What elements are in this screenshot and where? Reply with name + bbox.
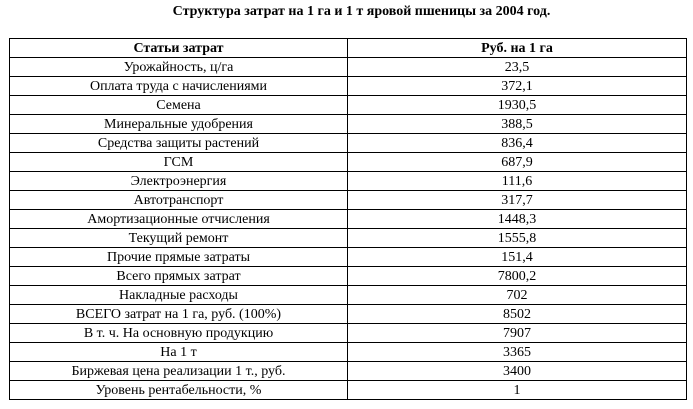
cost-item-cell: Электроэнергия [10,172,348,191]
value-cell: 1555,8 [348,229,687,248]
cost-item-cell: Оплата труда с начислениями [10,77,348,96]
table-row [10,134,687,153]
cost-structure-table [9,38,687,400]
value-cell: 687,9 [348,153,687,172]
column-header-cost-item: Статьи затрат [10,39,348,58]
cost-item-cell: Уровень рентабельности, % [10,381,348,400]
value-cell: 1 [348,381,687,400]
cost-item-cell: На 1 т [10,343,348,362]
table-row [10,229,687,248]
cost-item-cell: Средства защиты растений [10,134,348,153]
value-cell: 23,5 [348,58,687,77]
cost-item-cell: Накладные расходы [10,286,348,305]
cost-item-cell: Текущий ремонт [10,229,348,248]
value-cell: 7907 [348,324,687,343]
document-title: Структура затрат на 1 га и 1 т яровой пшеницы за 2004 год. [172,4,551,19]
cost-item-cell: Всего прямых затрат [10,267,348,286]
table-row [10,267,687,286]
cost-item-cell: Минеральные удобрения [10,115,348,134]
table-row [10,286,687,305]
cost-item-cell: Биржевая цена реализации 1 т., руб. [10,362,348,381]
value-cell: 3365 [348,343,687,362]
table-row [10,343,687,362]
table-header-row [10,39,687,58]
table-row [10,324,687,343]
value-cell: 1930,5 [348,96,687,115]
table-row [10,96,687,115]
value-cell: 1448,3 [348,210,687,229]
cost-item-cell: ГСМ [10,153,348,172]
value-cell: 388,5 [348,115,687,134]
cost-item-cell: Автотранспорт [10,191,348,210]
cost-item-cell: Амортизационные отчисления [10,210,348,229]
cost-item-cell: Семена [10,96,348,115]
value-cell: 3400 [348,362,687,381]
table-row [10,191,687,210]
cost-item-cell: Урожайность, ц/га [10,58,348,77]
value-cell: 317,7 [348,191,687,210]
table-row [10,115,687,134]
cost-item-cell: Прочие прямые затраты [10,248,348,267]
value-cell: 8502 [348,305,687,324]
value-cell: 372,1 [348,77,687,96]
table-row [10,172,687,191]
table-row [10,77,687,96]
value-cell: 702 [348,286,687,305]
table-row [10,210,687,229]
value-cell: 7800,2 [348,267,687,286]
value-cell: 111,6 [348,172,687,191]
table-row [10,362,687,381]
value-cell: 151,4 [348,248,687,267]
column-header-rub-per-ha: Руб. на 1 га [348,39,687,58]
table-row [10,381,687,400]
table-row [10,58,687,77]
table-row [10,153,687,172]
cost-item-cell: ВСЕГО затрат на 1 га, руб. (100%) [10,305,348,324]
table-row [10,248,687,267]
table-row [10,305,687,324]
value-cell: 836,4 [348,134,687,153]
cost-item-cell: В т. ч. На основную продукцию [10,324,348,343]
